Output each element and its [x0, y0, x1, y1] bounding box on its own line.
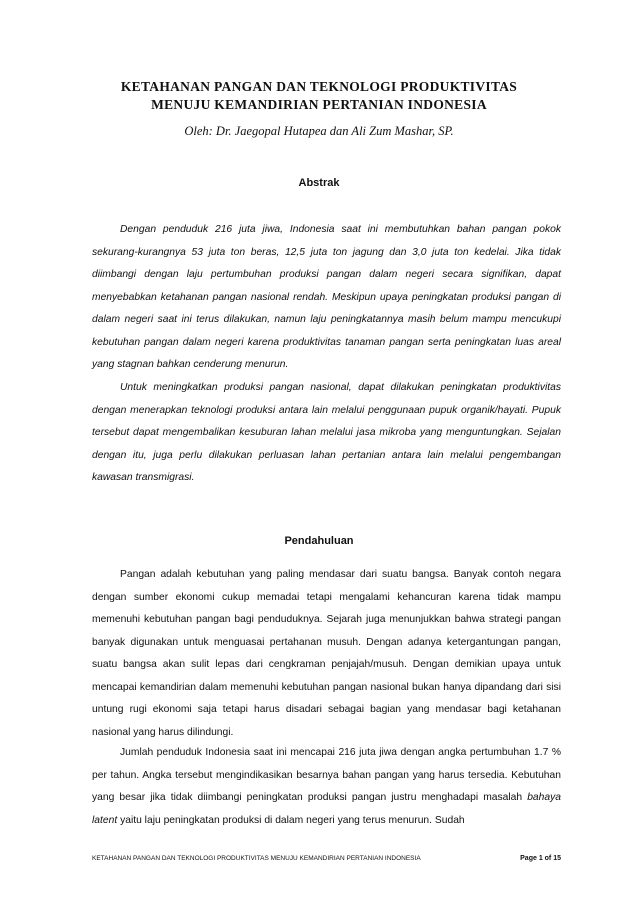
paper-title [60, 78, 578, 114]
introduction-paragraph-2-text-a: Jumlah penduduk Indonesia saat ini mencapai 216 juta jiwa dengan angka pertumbuhan 1.7 % per tahun. Angka tersebut mengindikasikan besarnya bahan pangan yang harus tersedia. Kebutuhan yang besar jika tidak diimbangi peningkatan produksi pangan justru menghadapi masalah [92, 747, 561, 803]
introduction-paragraph-2 [92, 742, 561, 832]
abstract-paragraph-1 [92, 219, 561, 377]
abstract-paragraph-1-text: Dengan penduduk 216 juta jiwa, Indonesia saat ini membutuhkan bahan pangan pokok sekurang-kurangnya 53 juta ton beras, 12,5 juta ton jagung dan 3,0 juta ton kedelai. Jika tidak diimbangi dengan laju pertumbuhan produksi pangan dalam negeri secara signifikan, dapat menyebabkan ketahanan pangan nasional rendah. Meskipun upaya peningkatan produksi pangan di dalam negeri saat ini terus dilakukan, namun laju peningkatannya masih belum mampu mencukupi kebutuhan pangan dalam negeri karena produktivitas tanaman pangan serta peningkatan luas areal yang stagnan bahkan cenderung menurun. [92, 224, 561, 370]
footer-running-title: KETAHANAN PANGAN DAN TEKNOLOGI PRODUKTIVITAS MENUJU KEMANDIRIAN PERTANIAN INDONESIA [92, 855, 421, 862]
page-number: Page 1 of 15 [520, 855, 561, 862]
introduction-paragraph-2-italic: bahaya latent [92, 792, 561, 826]
introduction-paragraph-1-text: Pangan adalah kebutuhan yang paling mendasar dari suatu bangsa. Banyak contoh negara dengan sumber ekonomi cukup memadai tetapi mengalami kehancuran karena tidak mampu memenuhi kebutuhan pangan bagi penduduknya. Sejarah juga menunjukkan bahwa strategi pangan banyak digunakan untuk menguasai pertahanan musuh. Dengan adanya ketergantungan pangan, suatu bangsa akan sulit lepas dari cengkraman penjajah/musuh. Dengan demikian upaya untuk mencapai kemandirian dalam memenuhi kebutuhan pangan nasional bukan hanya dipandang dari sisi untung rugi ekonomi saja tetapi harus disadari sebagai bagian yang mendasar bagi ketahanan nasional yang harus dilindungi. [92, 569, 561, 738]
abstract-paragraph-2 [92, 377, 561, 490]
abstract-heading: Abstrak [298, 177, 340, 189]
introduction-heading: Pendahuluan [284, 535, 354, 547]
title-line-2: MENUJU KEMANDIRIAN PERTANIAN INDONESIA [151, 97, 487, 112]
page-footer [92, 855, 561, 862]
title-line-1: KETAHANAN PANGAN DAN TEKNOLOGI PRODUKTIVITAS [120, 79, 518, 94]
introduction-paragraph-1 [92, 564, 561, 744]
abstract-paragraph-2-text: Untuk meningkatkan produksi pangan nasional, dapat dilakukan peningkatan produktivitas dengan menerapkan teknologi produksi antara lain melalui penggunaan pupuk organik/hayati. Pupuk tersebut dapat mengembalikan kesuburan lahan melalui jasa mikroba yang menguntungkan. Sejalan dengan itu, juga perlu dilakukan perluasan lahan pertanian antara lain melalui pengembangan kawasan transmigrasi. [92, 382, 561, 483]
authors-line: Oleh: Dr. Jaegopal Hutapea dan Ali Zum Mashar, SP. [184, 124, 454, 138]
introduction-paragraph-2-text-b: yaitu laju peningkatan produksi di dalam negeri yang terus menurun. Sudah [117, 814, 465, 826]
